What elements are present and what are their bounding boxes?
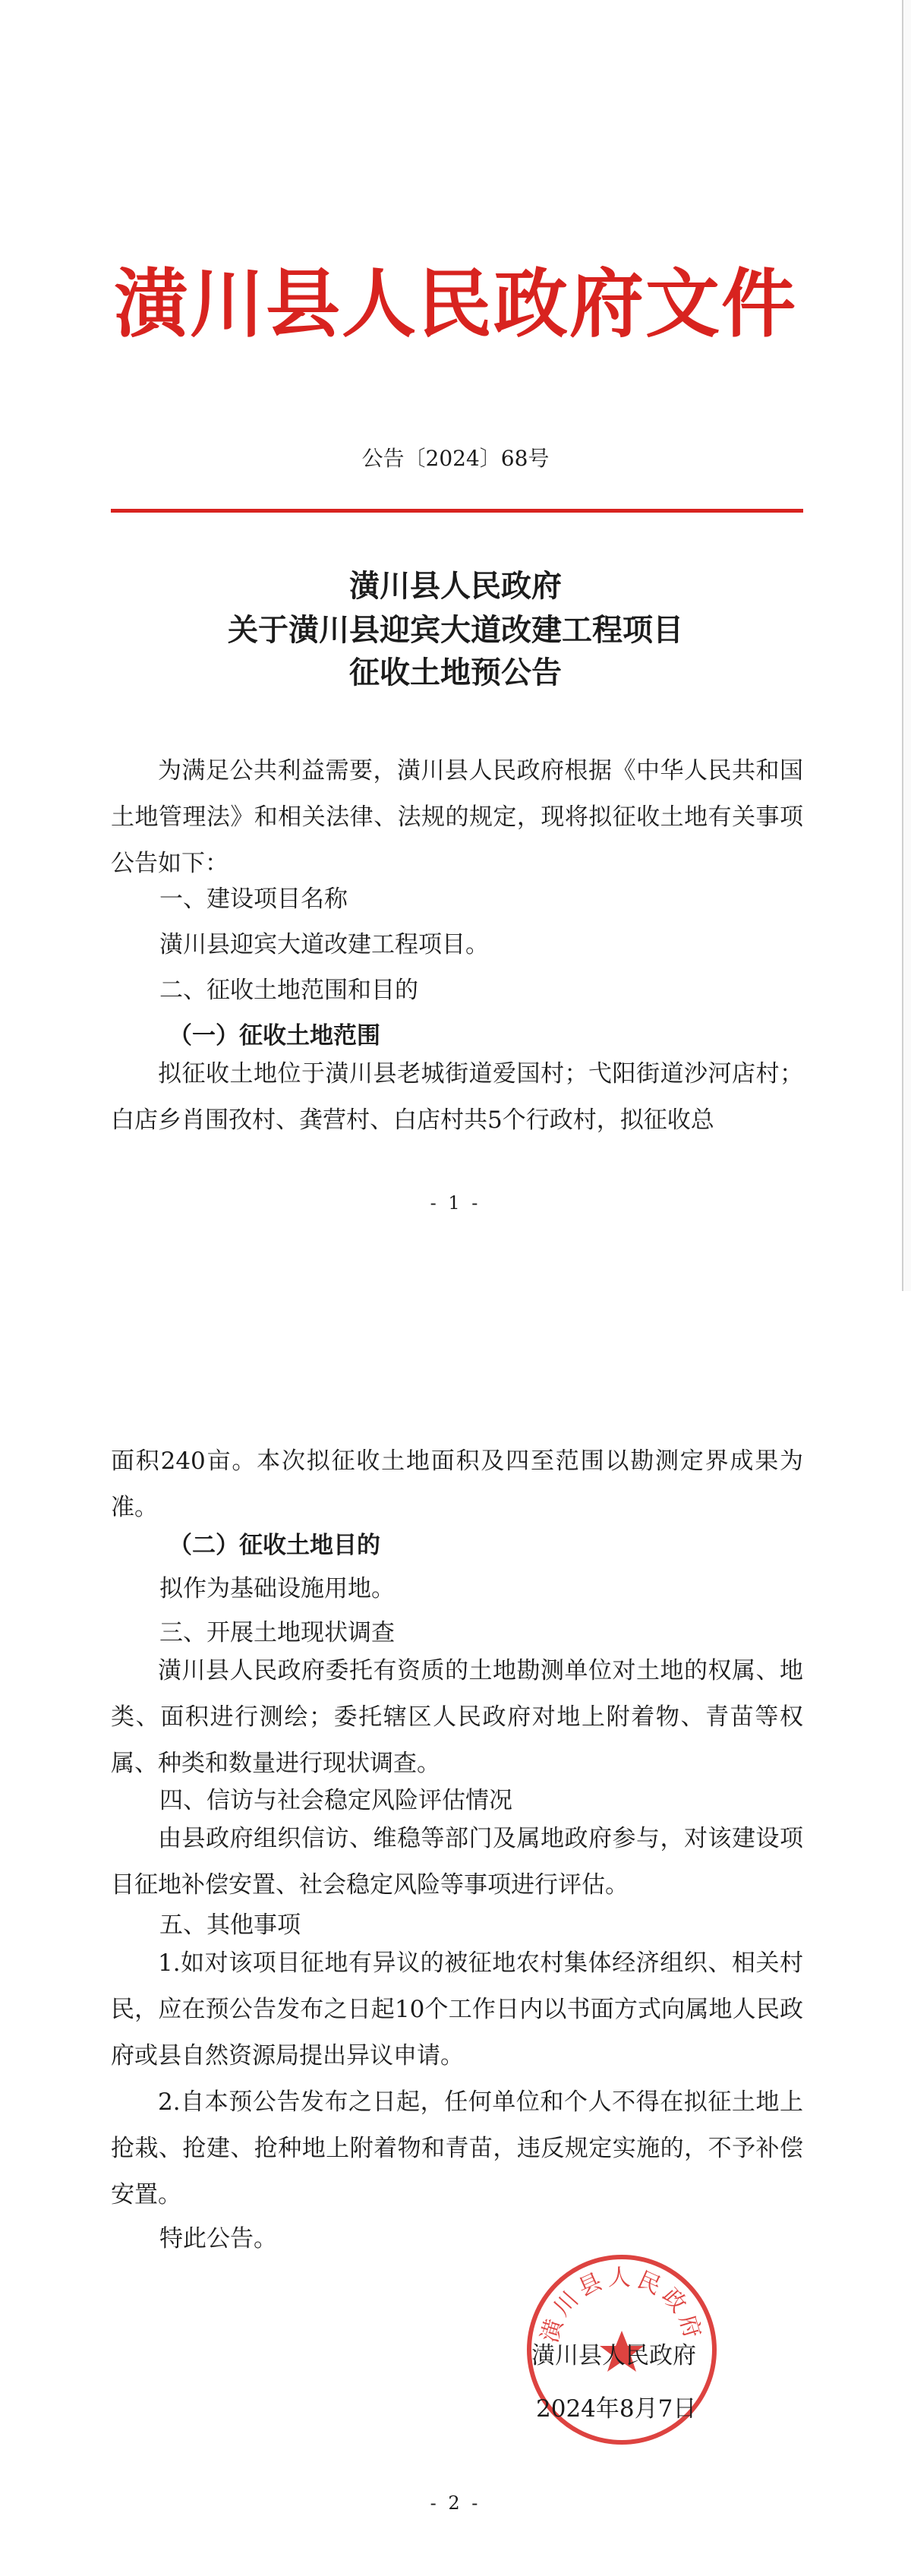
section-2-heading: 二、征收土地范围和目的 bbox=[159, 977, 418, 1004]
section-3-body: 潢川县人民政府委托有资质的土地勘测单位对土地的权属、地类、面积进行测绘；委托辖区人民政府对地上附着物、青苗等权属、种类和数量进行现状调查。 bbox=[111, 1657, 803, 1777]
closing-statement: 特此公告。 bbox=[159, 2225, 277, 2252]
intro-paragraph: 为满足公共利益需要，潢川县人民政府根据《中华人民共和国土地管理法》和相关法律、法规的规定，现将拟征收土地有关事项公告如下： bbox=[111, 757, 803, 877]
signature-organization: 潢川县人民政府 bbox=[531, 2342, 696, 2369]
page-number-2: - 2 - bbox=[430, 2492, 481, 2514]
notice-title-line-2: 关于潢川县迎宾大道改建工程项目 bbox=[228, 612, 683, 648]
signature-date: 2024年8月7日 bbox=[536, 2395, 697, 2423]
section-4-body: 由县政府组织信访、维稳等部门及属地政府参与，对该建设项目征地补偿安置、社会稳定风险等事项进行评估。 bbox=[111, 1825, 803, 1899]
svg-text:潢川县人民政府: 潢川县人民政府 bbox=[536, 2265, 708, 2346]
section-5-heading: 五、其他事项 bbox=[159, 1911, 301, 1939]
page-edge bbox=[902, 0, 911, 1291]
continued-area-text: 面积240亩。本次拟征收土地面积及四至范围以勘测定界成果为准。 bbox=[111, 1447, 803, 1521]
section-5-item-2: 2.自本预公告发布之日起，任何单位和个人不得在拟征土地上抢栽、抢建、抢种地上附着物和青苗，违反规定实施的，不予补偿安置。 bbox=[111, 2088, 803, 2208]
document-number: 公告〔2024〕68号 bbox=[361, 446, 550, 471]
section-1-heading: 一、建设项目名称 bbox=[159, 886, 348, 913]
header-red-rule bbox=[111, 509, 803, 513]
section-5-item-1: 1.如对该项目征地有异议的被征地农村集体经济组织、相关村民，应在预公告发布之日起10个工作日内以书面方式向属地人民政府或县自然资源局提出异议申请。 bbox=[111, 1949, 803, 2069]
section-4-heading: 四、信访与社会稳定风险评估情况 bbox=[159, 1787, 512, 1814]
document-header-title: 潢川县人民政府文件 bbox=[113, 260, 797, 348]
notice-title-line-3: 征收土地预公告 bbox=[349, 655, 562, 690]
section-2-sub-1-heading: （一）征收土地范围 bbox=[169, 1022, 380, 1050]
notice-title-line-1: 潢川县人民政府 bbox=[349, 568, 562, 604]
section-2-sub-2-heading: （二）征收土地目的 bbox=[169, 1532, 380, 1559]
section-2-sub-1-body: 拟征收土地位于潢川县老城街道爱国村；弋阳街道沙河店村；白店乡肖围孜村、龚营村、白店村共5个行政村，拟征收总 bbox=[111, 1060, 803, 1134]
page-number-1: - 1 - bbox=[430, 1192, 481, 1214]
section-3-heading: 三、开展土地现状调查 bbox=[159, 1619, 395, 1646]
section-1-body: 潢川县迎宾大道改建工程项目。 bbox=[159, 931, 489, 958]
section-2-sub-2-body: 拟作为基础设施用地。 bbox=[159, 1575, 395, 1602]
